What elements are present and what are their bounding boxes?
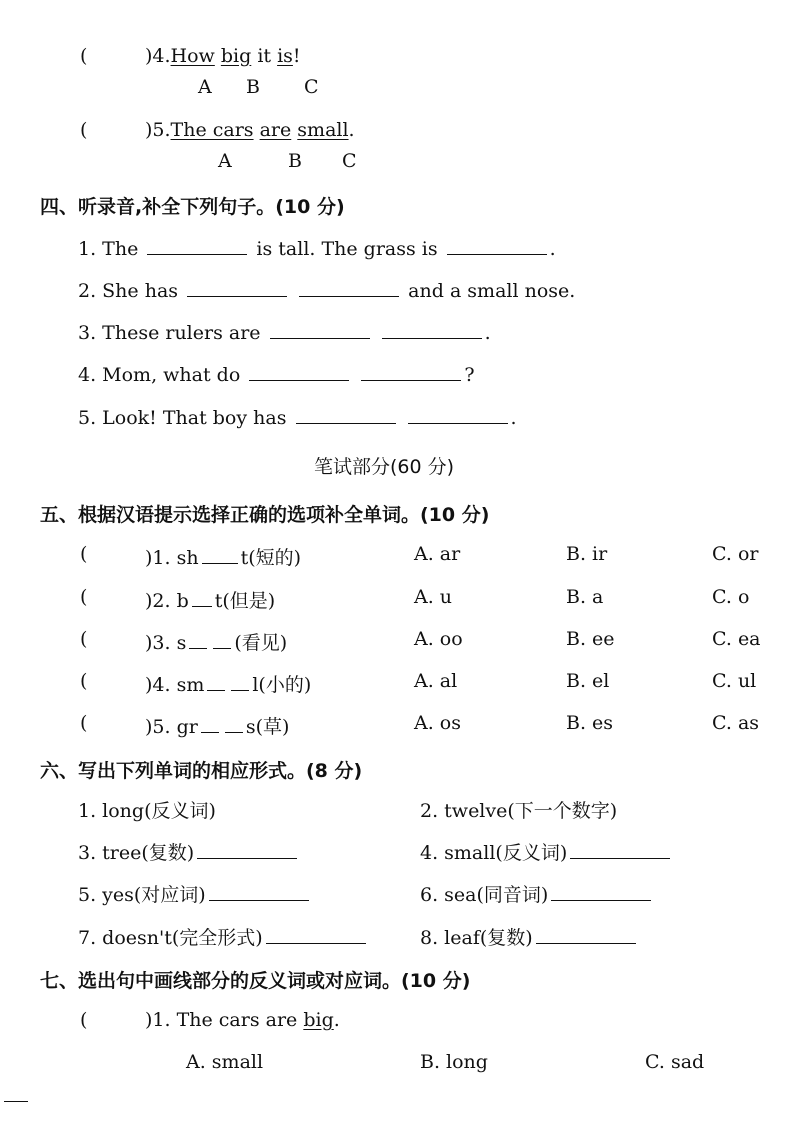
item-hint: t(但是) [214, 590, 276, 612]
sec5-item-4 [145, 670, 311, 697]
answer-blank[interactable] [536, 925, 636, 944]
label-a: A [198, 76, 212, 98]
label-c: C [342, 150, 357, 172]
sec6-item-6 [420, 880, 654, 907]
item-text: 2. She has [78, 280, 179, 302]
sec5-item-5 [145, 712, 289, 739]
item-stem: )3. s [145, 632, 187, 654]
answer-blank[interactable] [408, 405, 508, 424]
option-c: C. ul [712, 670, 757, 692]
option-b: B. ee [566, 628, 615, 650]
sec7-item-1 [145, 1009, 340, 1031]
underlined-word-b: big [220, 45, 252, 67]
answer-paren[interactable]: ( [80, 1009, 88, 1031]
answer-blank[interactable] [209, 882, 309, 901]
answer-paren[interactable]: ( [80, 543, 88, 565]
punctuation: . [333, 1009, 340, 1031]
item-stem: )2. b [145, 590, 189, 612]
label-b: B [246, 76, 260, 98]
punctuation: . [510, 407, 517, 429]
item-text: 1. The [78, 238, 139, 260]
item-text: and a small nose. [408, 280, 576, 302]
item-hint: t(短的) [240, 547, 302, 569]
option-a: A. os [414, 712, 461, 734]
sec6-item-1 [78, 796, 216, 823]
sec6-item-7 [78, 923, 369, 950]
section-5-title: 五、根据汉语提示选择正确的选项补全单词。(10 分) [40, 504, 490, 526]
item-text: 4. Mom, what do [78, 364, 241, 386]
item-stem: )1. The cars are [145, 1009, 298, 1031]
q3-item-4 [80, 45, 87, 67]
page-edge-mark [4, 1101, 28, 1102]
option-c: C. or [712, 543, 759, 565]
option-b: B. a [566, 586, 604, 608]
item-stem: )1. sh [145, 547, 199, 569]
option-a: A. ar [414, 543, 461, 565]
item-stem: )5. gr [145, 716, 198, 738]
letter-gap [207, 674, 225, 691]
answer-paren[interactable]: ( [80, 628, 88, 650]
underlined-word-b: are [259, 119, 292, 141]
answer-blank[interactable] [382, 320, 482, 339]
sec6-item-2 [420, 796, 617, 823]
option-b: B. es [566, 712, 614, 734]
option-b: B. long [420, 1051, 488, 1073]
item-text: 5. Look! That boy has [78, 407, 287, 429]
option-a: A. u [414, 586, 453, 608]
letter-gap [189, 632, 207, 649]
option-c: C. sad [645, 1051, 705, 1073]
option-a: A. oo [414, 628, 463, 650]
sec5-item-2 [145, 586, 275, 613]
answer-paren[interactable]: ( [80, 712, 88, 734]
q3-item-5 [80, 119, 87, 141]
item-number: )5. [145, 119, 171, 141]
sec4-item-2 [78, 278, 575, 302]
section-4-title: 四、听录音,补全下列句子。(10 分) [40, 196, 345, 218]
item-text: 4. small(反义词) [420, 842, 568, 864]
answer-blank[interactable] [197, 840, 297, 859]
letter-gap [201, 716, 219, 733]
label-a: A [218, 150, 232, 172]
option-b: B. el [566, 670, 610, 692]
sec4-item-5 [78, 405, 517, 429]
item-text: 7. doesn't(完全形式) [78, 927, 263, 949]
item-text: 3. tree(复数) [78, 842, 195, 864]
answer-paren[interactable]: ( [80, 45, 88, 67]
answer-blank[interactable] [266, 925, 366, 944]
underlined-word-c: small [297, 119, 349, 141]
sec4-item-4 [78, 362, 475, 386]
underlined-word-c: is [277, 45, 293, 67]
sec6-item-5 [78, 880, 312, 907]
plain-word: it [257, 45, 272, 67]
letter-gap [213, 632, 231, 649]
item-stem: )4. sm [145, 674, 205, 696]
item-hint: l(小的) [252, 674, 312, 696]
label-c: C [304, 76, 319, 98]
sec6-item-8 [420, 923, 639, 950]
label-b: B [288, 150, 302, 172]
answer-blank[interactable] [447, 236, 547, 255]
answer-blank[interactable] [270, 320, 370, 339]
option-b: B. ir [566, 543, 608, 565]
sec4-item-3 [78, 320, 491, 344]
punctuation: . [348, 119, 355, 141]
underlined-word-a: The cars [170, 119, 254, 141]
answer-paren[interactable]: ( [80, 119, 88, 141]
answer-blank[interactable] [296, 405, 396, 424]
answer-blank[interactable] [570, 840, 670, 859]
written-part-header: 笔试部分(60 分) [314, 456, 455, 478]
item-hint: (看见) [234, 632, 288, 654]
letter-gap [192, 590, 212, 607]
sec6-item-3 [78, 838, 300, 865]
answer-blank[interactable] [551, 882, 651, 901]
q3-item-5-sentence [145, 119, 355, 141]
sec6-item-4 [420, 838, 673, 865]
item-text: 1. long(反义词) [78, 800, 216, 822]
option-a: A. al [414, 670, 458, 692]
letter-gap [202, 547, 238, 564]
item-number: )4. [145, 45, 171, 67]
item-text: 5. yes(对应词) [78, 884, 206, 906]
underlined-word: big [303, 1009, 334, 1031]
option-c: C. o [712, 586, 750, 608]
answer-paren[interactable]: ( [80, 586, 88, 608]
item-hint: s(草) [245, 716, 290, 738]
sec5-item-3 [145, 628, 287, 655]
option-c: C. as [712, 712, 760, 734]
punctuation: . [549, 238, 556, 260]
item-text: 6. sea(同音词) [420, 884, 549, 906]
underlined-word-a: How [170, 45, 215, 67]
answer-blank[interactable] [249, 362, 349, 381]
answer-blank[interactable] [147, 236, 247, 255]
punctuation: ! [292, 45, 301, 67]
option-a: A. small [186, 1051, 264, 1073]
answer-blank[interactable] [299, 278, 399, 297]
punctuation: . [484, 322, 491, 344]
answer-blank[interactable] [187, 278, 287, 297]
answer-paren[interactable]: ( [80, 670, 88, 692]
answer-blank[interactable] [361, 362, 461, 381]
item-text: 2. twelve(下一个数字) [420, 800, 618, 822]
section-7-title: 七、选出句中画线部分的反义词或对应词。(10 分) [40, 970, 471, 992]
sec4-item-1 [78, 236, 556, 260]
q3-item-4-sentence [145, 45, 301, 67]
letter-gap [231, 674, 249, 691]
letter-gap [225, 716, 243, 733]
section-6-title: 六、写出下列单词的相应形式。(8 分) [40, 760, 363, 782]
punctuation: ? [464, 364, 475, 386]
item-text: is tall. The grass is [256, 238, 438, 260]
sec5-item-1 [145, 543, 301, 570]
item-text: 8. leaf(复数) [420, 927, 533, 949]
option-c: C. ea [712, 628, 761, 650]
item-text: 3. These rulers are [78, 322, 261, 344]
